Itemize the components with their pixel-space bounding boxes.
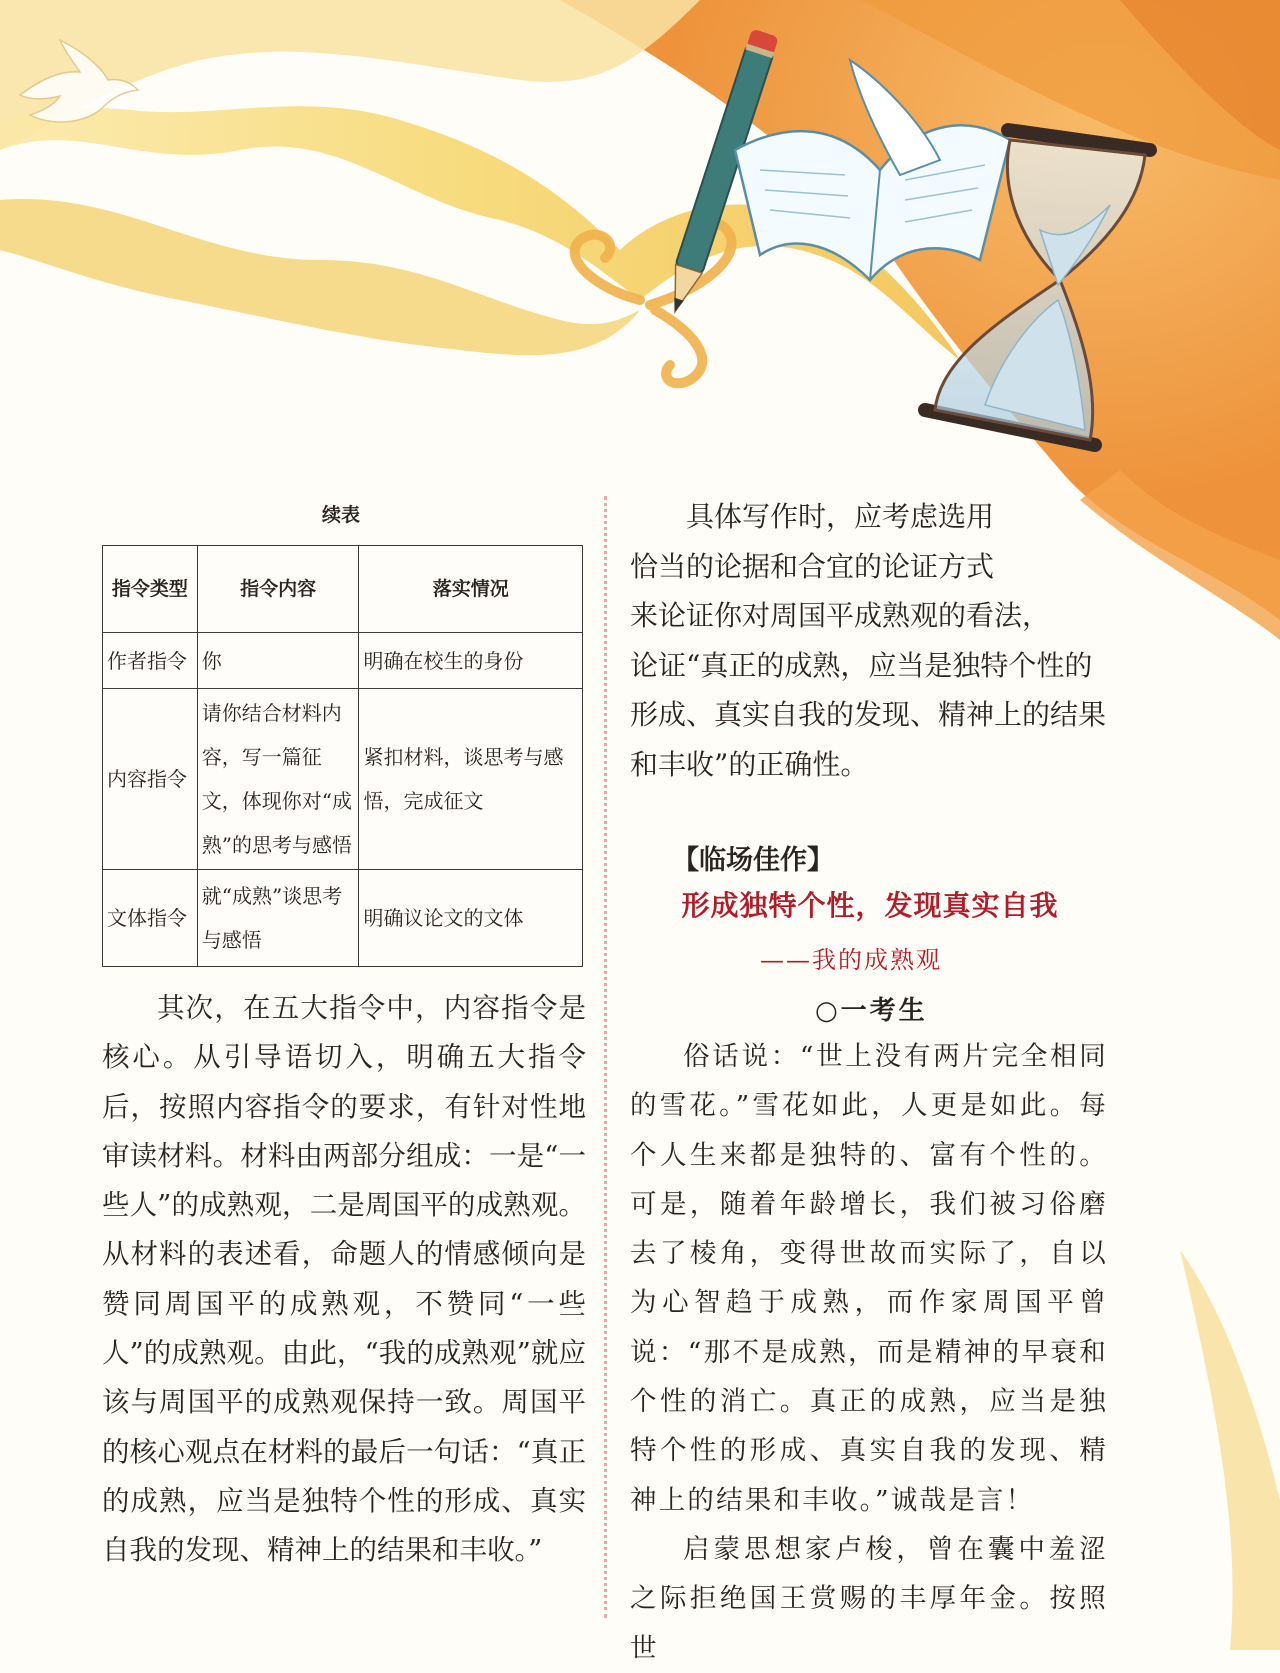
instruction-content-cell: 你: [197, 633, 359, 689]
analysis-paragraph: 其次，在五大指令中，内容指令是核心。从引导语切入，明确五大指令后，按照内容指令的要求，有针对性地审读材料。材料由两部分组成：一是“一些人”的成熟观，二是周国平的成熟观。从材料的表述看，命题人的情感倾向是赞同周国平的成熟观，不赞同“一些人”的成熟观。由此，“我的成熟观”就应该与周国平的成熟观保持一致。周国平的核心观点在材料的最后一句话：“真正的成熟，应当是独特个性的形成、真实自我的发现、精神上的结果和丰收。”: [102, 992, 586, 1567]
essay-title: 形成独特个性，发现真实自我: [681, 889, 1059, 922]
advice-line-2: 恰当的论据和合宜的论证方式: [630, 549, 995, 583]
column-header-implementation: 落实情况: [359, 546, 583, 633]
instruction-type-cell: 作者指令: [103, 633, 198, 689]
implementation-cell: 紧扣材料，谈思考与感悟，完成征文: [359, 689, 583, 870]
table-header-row: [103, 546, 583, 633]
implementation-cell: 明确议论文的文体: [359, 870, 583, 967]
instruction-table: [102, 545, 583, 967]
instruction-type-cell: 文体指令: [103, 870, 198, 967]
table-caption: 续表: [321, 504, 360, 526]
analysis-text: [102, 984, 586, 1576]
essay-body: [630, 1032, 1108, 1673]
instruction-content-cell: 请你结合材料内容，写一篇征文，体现你对“成熟”的思考与感悟: [197, 689, 359, 870]
advice-line-1: 具体写作时，应考虑选用: [686, 500, 995, 533]
advice-line-3: 来论证你对周国平成熟观的看法，: [630, 599, 1051, 632]
column-divider: [604, 496, 607, 1618]
column-header-type: 指令类型: [103, 546, 198, 633]
essay-subtitle: ——我的成熟观: [760, 946, 942, 974]
section-tag: 【临场佳作】: [672, 845, 834, 876]
table-row: [103, 633, 583, 689]
table-row: [103, 870, 583, 967]
writing-advice: [630, 492, 1110, 789]
column-header-content: 指令内容: [197, 546, 359, 633]
table-row: [103, 689, 583, 870]
essay-paragraph: 启蒙思想家卢梭，曾在囊中羞涩之际拒绝国王赏赐的丰厚年金。按照世: [630, 1533, 1108, 1664]
instruction-type-cell: 内容指令: [103, 689, 198, 870]
advice-rest: 论证“真正的成熟，应当是独特个性的形成、真实自我的发现、精神上的结果和丰收”的正确性。: [630, 648, 1107, 781]
implementation-cell: 明确在校生的身份: [359, 633, 583, 689]
essay-author: ○一考生: [815, 996, 928, 1026]
essay-paragraph: 俗话说：“世上没有两片完全相同的雪花。”雪花如此，人更是如此。每个人生来都是独特的、富有个性的。可是，随着年龄增长，我们被习俗磨去了棱角，变得世故而实际了，自以为心智趋于成熟，而作家周国平曾说：“那不是成熟，而是精神的早衰和个性的消亡。真正的成熟，应当是独特个性的形成、真实自我的发现、精神上的结果和丰收。”诚哉是言！: [630, 1041, 1108, 1516]
instruction-content-cell: 就“成熟”谈思考与感悟: [197, 870, 359, 967]
